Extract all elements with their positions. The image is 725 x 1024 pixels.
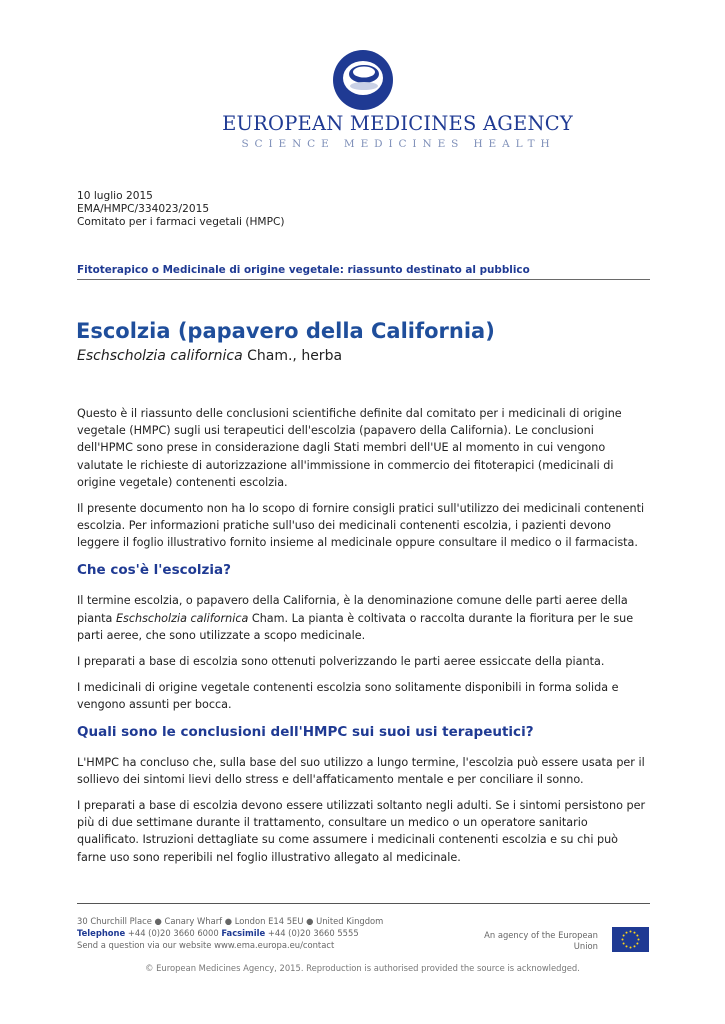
document-date: 10 luglio 2015 xyxy=(77,190,153,202)
section-paragraph: I preparati a base di escolzia sono ottenuti polverizzando le parti aeree essiccate della pianta. xyxy=(77,654,605,668)
agency-line: Union xyxy=(573,941,598,951)
committee-name: Comitato per i farmaci vegetali (HMPC) xyxy=(77,216,285,228)
telephone-label: Telephone xyxy=(77,928,126,938)
page-title: Escolzia (papavero della California) xyxy=(76,319,495,343)
document-meta xyxy=(77,190,285,229)
section-paragraph: I medicinali di origine vegetale contenenti escolzia sono solitamente disponibili in forma solida e vengono assunti per bocca. xyxy=(77,680,619,711)
page-subtitle xyxy=(77,348,342,364)
document-body xyxy=(77,405,650,875)
agency-logo xyxy=(0,48,725,150)
subtitle-rest: Cham., herba xyxy=(242,348,343,364)
footer-address: 30 Churchill Place ● Canary Wharf ● London E14 5EU ● United Kingdom xyxy=(77,916,384,926)
document-reference: EMA/HMPC/334023/2015 xyxy=(77,203,210,215)
text-run: Cham. La pianta è coltivata o raccolta durante la fioritura per le sue parti aeree, che sono utilizzate a scopo medicinale. xyxy=(77,611,634,642)
section-paragraph xyxy=(77,592,650,644)
facsimile-label: Facsimile xyxy=(221,928,266,938)
eu-flag-icon xyxy=(612,927,649,952)
footer-divider xyxy=(77,903,650,904)
telephone-number: +44 (0)20 3660 6000 xyxy=(125,928,222,938)
agency-line: An agency of the European xyxy=(484,930,598,940)
intro-paragraph: Il presente documento non ha lo scopo di fornire consigli pratici sull'utilizzo dei medicinali contenenti escolzia. Per informazioni pratiche sull'uso dei medicinali contenenti escolzia, i pazienti devono leggere il foglio illustrativo fornito insieme al medicinale oppure consultare il medico o il farmacista. xyxy=(77,501,645,550)
agency-tagline: SCIENCE MEDICINES HEALTH xyxy=(241,138,556,150)
agency-name: EUROPEAN MEDICINES AGENCY xyxy=(222,112,573,135)
facsimile-number: +44 (0)20 3660 5555 xyxy=(265,928,359,938)
footer-contact-link[interactable]: Send a question via our website www.ema.europa.eu/contact xyxy=(77,940,335,950)
ema-logo-icon xyxy=(331,48,395,112)
footer-contact xyxy=(77,915,383,951)
text-run: Il termine escolzia, o papavero della California, è la denominazione comune delle parti aeree della pianta xyxy=(77,594,628,625)
copyright-notice: © European Medicines Agency, 2015. Reproduction is authorised provided the source is acknowledged. xyxy=(145,963,580,973)
latin-name: Eschscholzia californica xyxy=(77,348,243,364)
footer-phone-line xyxy=(77,927,383,939)
section-paragraph: I preparati a base di escolzia devono essere utilizzati soltanto negli adulti. Se i sintomi persistono per più di due settimane durante il trattamento, consultare un medico o un operatore sanitario qualificato. Istruzioni dettagliate su come assumere i medicinali contenenti escolzia e su chi può farne uso sono reperibili nel foglio illustrativo allegato al medicinale. xyxy=(77,799,646,864)
section-paragraph: L'HMPC ha concluso che, sulla base del suo utilizzo a lungo termine, l'escolzia può essere usata per il sollievo dei sintomi lievi dello stress e dell'affaticamento mentale e per conciliare il sonno. xyxy=(77,755,645,787)
latin-name: Eschscholzia californica xyxy=(115,611,249,625)
section-heading: Quali sono le conclusioni dell'HMPC sui suoi usi terapeutici? xyxy=(77,723,534,740)
section-heading: Che cos'è l'escolzia? xyxy=(77,562,231,579)
eu-agency-statement xyxy=(484,930,598,952)
document-type: Fitoterapico o Medicinale di origine vegetale: riassunto destinato al pubblico xyxy=(77,264,650,280)
intro-paragraph: Questo è il riassunto delle conclusioni scientifiche definite dal comitato per i medicinali di origine vegetale (HMPC) sugli usi terapeutici dell'escolzia (papavero della California). Le conclusioni dell'HPMC sono prese in considerazione dagli Stati membri dell'UE al momento in cui vengono valutate le richieste di autorizzazione all'immissione in commercio dei fitoterapici (medicinali di origine vegetale) contenenti escolzia. xyxy=(77,407,622,489)
